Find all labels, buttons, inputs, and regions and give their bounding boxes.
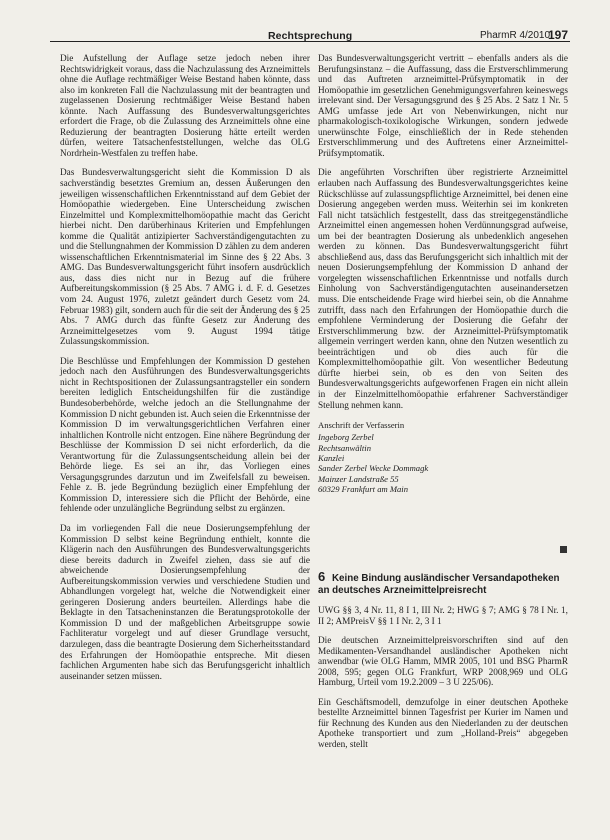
author-line: Mainzer Landstraße 55 [318,473,399,484]
header-rule [50,41,570,42]
page-header [0,0,610,44]
headnote: Ein Geschäftsmodell, demzufolge in einer deutschen Apotheke bestellte Arzneimittel binnen Tagesfrist per Kurier im Namen und für Rechnung des Kunden aus den Niederlanden zu der deutschen Apotheke transportiert und zum „Holland-Preis“ abgegeben werden, stellt [318,697,568,751]
right-column [318,54,568,508]
author-line: Sander Zerbel Wecke Dommagk [318,463,429,474]
case-number: 6 [318,569,326,584]
author-line: 60329 Frankfurt am Main [318,483,408,494]
case-body [318,606,568,760]
author-line: Kanzlei [318,452,345,463]
end-of-article-mark [560,546,567,553]
case-norms: UWG §§ 3, 4 Nr. 11, 8 I 1, III Nr. 2; HWG § 7; AMG § 78 I Nr. 1, II 2; AMPreisV §§ 1 I Nr. 2, 3 I 1 [318,606,568,627]
author-address-heading: Anschrift der Verfasserin [318,420,405,431]
page-number: 197 [548,28,569,42]
case-heading [318,571,573,596]
paragraph: Das Bundesverwaltungsgericht vertritt – ebenfalls anders als die Berufungsinstanz – die Auffassung, dass die Erstverschlimmerung und das Auftreten arzneimittel-Prüfsymptomatik in der Homöopathie im gesetzlichen Genehmigungsverfahren keineswegs irrelevant sind. Der Versagungsgrund des § 25 Abs. 2 Satz 1 Nr. 5 AMG umfasse jede Art von Nebenwirkungen, nicht nur pharmakologisch-toxikologische Wirkungen, sondern jedwede unerwünschte Folge, einschließlich der in Rede stehenden Erstverschlimmerung und des Auftretens einer Arzneimittel-Prüfsymptomatik. [318,54,568,159]
paragraph: Da im vorliegenden Fall die neue Dosierungsempfehlung der Kommission D selbst keine Begründung enthielt, konnte die Klägerin nach den Ausführungen des Bundesverwaltungsgerichts diese bereits dadurch in Zweifel ziehen, dass sie auf die abweichende Dosierungsempfehlung der Aufbereitungskommission verwies und verschiedene Studien und Abhandlungen vorgelegt hat, welche die Notwendigkeit einer geringeren Dosierung anders beurteilen. Allerdings habe die Beklagte in den Tatsacheninstanzen die Beratungsprotokolle der Kommission D und der maßgeblichen Arbeitsgruppe sowie Fachliteratur vorgelegt und auf dieser Grundlage versucht, darzulegen, dass die beantragte Dosierung dem Sicherheitsstandard des Erfahrungen der Homöopathie entspreche. Mit diesen fachlichen Argumenten habe sich das Berufungsgericht inhaltlich auseinander setzen müssen. [60,523,310,682]
author-line: Ingeborg Zerbel [318,432,374,443]
paragraph: Die Beschlüsse und Empfehlungen der Kommission D gestehen jedoch nach den Ausführungen des Bundesverwaltungsgerichts nicht in Rechtspositionen der Zulassungsantragsteller ein sondern bereiten lediglich Entscheidungshilfen für die zuständige Bundesoberbehörde, welche jedoch an die Stellungnahme der Kommission D nicht gebunden ist. Auch seien die Erkenntnisse der Kommission D im verwaltungsgerichtlichen Verfahren einer inhaltlichen Kontrolle nicht entzogen. Eine nähere Begründung der Beschlüsse der Kommission D sei nicht erforderlich, da die Verantwortung für die Zulassungsentscheidung allein bei der Behörde liege. Es sei an ihr, das Vorliegen eines Versagungsgrundes darzutun und im Zweifelsfall zu beweisen. Fehle z. B. jede Begründung bezüglich einer Empfehlung der Kommission D, interessiere sich die Pflicht der Behörde, eine fehlende oder unzulängliche Begründung selbst zu ergänzen. [60,356,310,515]
journal-name: PharmR 4/2010 [480,30,551,41]
paragraph: Das Bundesverwaltungsgericht sieht die Kommission D als sachverständig besetztes Gremium an, dessen Äußerungen den jeweiligen wissenschaftlichen Erkenntnisstand auf dem Gebiet der Homöopathie wiedergeben. Eine Unterscheidung zwischen Einzelmittel und Komplexmittelhomöopathie macht das Gericht hierbei nicht. Den darüberhinaus Kriterien und Empfehlungen komme die Qualität antizipierter Sachverständigengutachten zu und die Stellungnahmen der Kommission D zählen zu dem anderen wissenschaftlichen Erkenntnismaterial im Sinne des § 22 Abs. 3 AMG. Das Bundesverwaltungsgericht führt insofern ausdrücklich aus, dass dies nicht nur in Bezug auf die frühere Aufbereitungskommission (§ 25 Abs. 7 AMG i. d. F. d. Gesetzes vom 24. August 1976, zuletzt geändert durch Gesetz vom 24. Februar 1983) gilt, sondern auch für die seit der Änderung des § 25 Abs. 7 AMG durch das fünfte Gesetz zur Änderung des Arzneimittelgesetzes vom 9. August 1994 tätige Zulassungskommission. [60,168,310,348]
paragraph: Die Aufstellung der Auflage setze jedoch neben ihrer Rechtswidrigkeit voraus, dass die Nachzulassung des Arzneimittels ohne die Auflage rechtmäßiger Weise Bestand haben könnte, dass also im konkreten Fall die Nachzulassung mit der beantragten und zugelassenen Dosierung rechtmäßiger Weise Bestand haben könnte. Nach Auffassung des Bundesverwaltungsgerichtes erfordert die Frage, ob die Zulassung des Arzneimittels ohne eine Reduzierung der beantragten Dosierung hätte erteilt werden dürfen, weitere Tatsachenfeststellungen, welche das OLG Nordrhein-Westfalen zu treffen habe. [60,54,310,159]
left-column [60,54,310,691]
paragraph: Die angeführten Vorschriften über registrierte Arzneimittel erlauben nach Auffassung des Bundesverwaltungsgerichtes keine Rückschlüsse auf zulassungspflichtige Arzneimittel, bei denen eine Dosierung angegeben werden muss. Weiterhin sei im konkreten Fall nicht tatsächlich festgestellt, dass das streitgegenständliche Arzneimittel einen angemessen hohen Verdünnungsgrad aufweise, um bei der beantragten Dosierung als unbedenklich angesehen werden zu können. Das Bundesverwaltungsgericht führt abschließend aus, dass das Berufungsgericht sich inhaltlich mit der neuen Dosierungsempfehlung der Kommission D anhand der vorgelegten wissenschaftlichen Erkenntnisse und notfalls durch Einholung von Sachverständigengutachten auseinandersetzen muss. Die entscheidende Frage wird hierbei sein, ob die Annahme zutrifft, dass nach den Erfahrungen der Homöopathie durch die empfohlene Verminderung der Dosierung die Gefahr der Erstverschlimmerung bzw. der Arzneimittel-Prüfsymptomatik allgemein verringert werden kann, ohne den Nutzen wesentlich zu beeinträchtigen und ob dies auch für die Komplexmittelhomöopathie gilt. Von wesentlicher Bedeutung dürfte hierbei sein, ob es den von Seiten des Bundesverwaltungsgerichts aufgeworfenen Fragen ein nicht allein in der Einzelmittelhomöopathie erfahrener Sachverständiger Stellung nehmen kann. [318,168,568,411]
section-title: Rechtsprechung [268,30,353,42]
headnote: Die deutschen Arzneimittelpreisvorschriften sind auf den Medikamenten-Versandhandel ausländischer Apotheken nicht anwendbar (wie OLG Hamm, MMR 2005, 101 und BSG PharmR 2008, 595; gegen OLG Frankfurt, WRP 2008,969 und OLG Hamburg, Urteil vom 19.2.2009 – 3 U 225/06). [318,636,568,689]
author-line: Rechtsanwältin [318,442,371,453]
case-title: Keine Bindung ausländischer Versandapotheken an deutsches Arzneimittelpreisrecht [318,573,560,596]
author-address [318,420,568,494]
